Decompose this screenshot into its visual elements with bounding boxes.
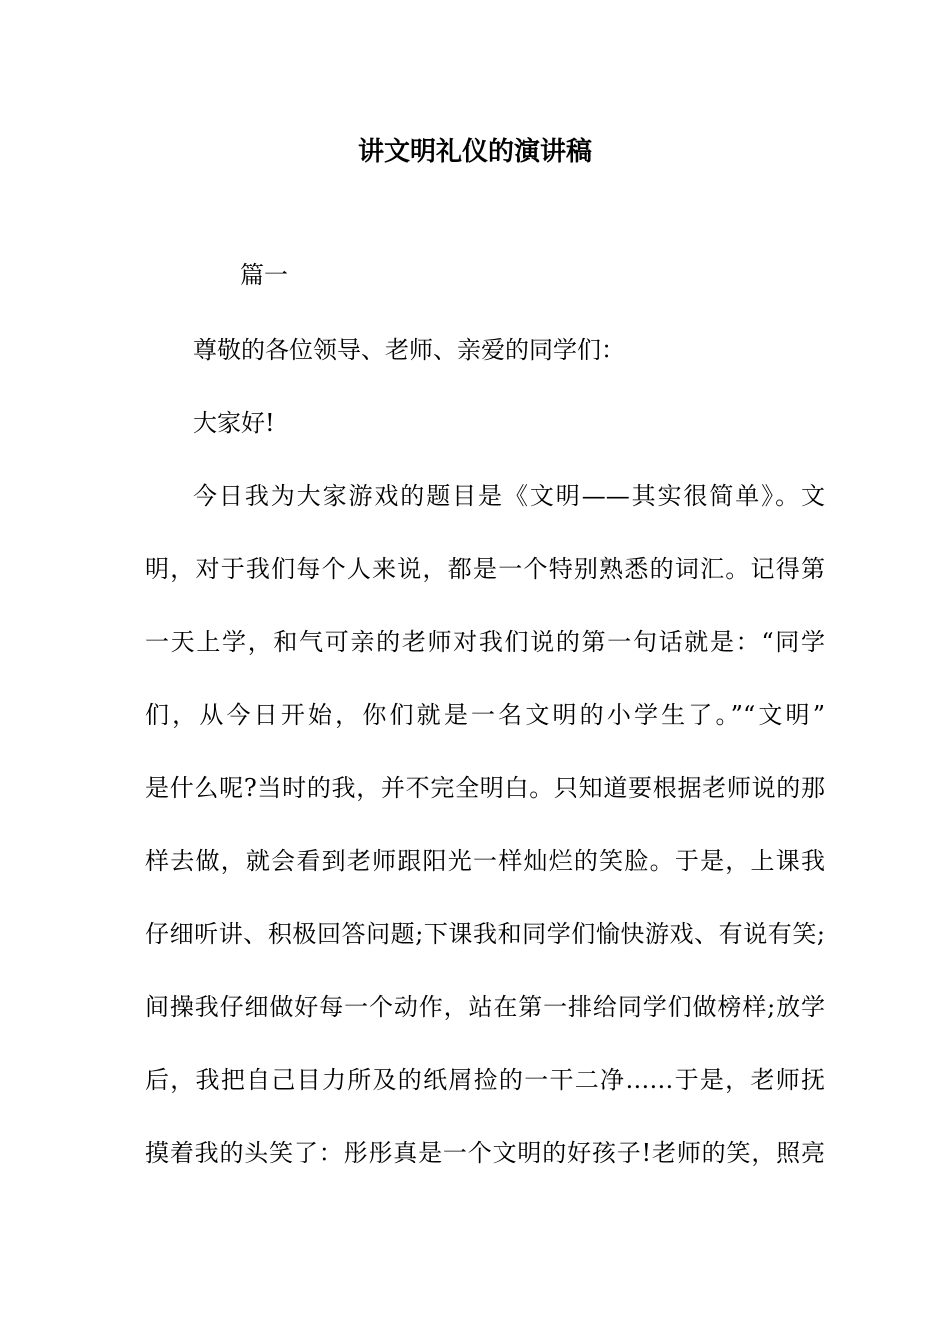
document-title: 讲文明礼仪的演讲稿 bbox=[357, 137, 592, 167]
body-line: 后，我把自己目力所及的纸屑捡的一干二净……于是，老师抚 bbox=[145, 1066, 825, 1094]
body-line: 们，从今日开始，你们就是一名文明的小学生了。”“文明” bbox=[145, 701, 825, 729]
section-label: 篇一 bbox=[240, 261, 288, 289]
body-line: 摸着我的头笑了：彤彤真是一个文明的好孩子!老师的笑，照亮 bbox=[145, 1139, 825, 1167]
salutation: 尊敬的各位领导、老师、亲爱的同学们： bbox=[193, 336, 625, 364]
body-line: 间操我仔细做好每一个动作，站在第一排给同学们做榜样;放学 bbox=[145, 993, 825, 1021]
body-line: 样去做，就会看到老师跟阳光一样灿烂的笑脸。于是，上课我 bbox=[145, 847, 825, 875]
body-line: 是什么呢?当时的我，并不完全明白。只知道要根据老师说的那 bbox=[145, 774, 825, 802]
body-line: 一天上学，和气可亲的老师对我们说的第一句话就是：“同学 bbox=[145, 628, 825, 656]
greeting: 大家好! bbox=[193, 409, 275, 437]
body-line: 明，对于我们每个人来说，都是一个特别熟悉的词汇。记得第 bbox=[145, 555, 825, 583]
body-line: 仔细听讲、积极回答问题;下课我和同学们愉快游戏、有说有笑; bbox=[145, 920, 825, 948]
body-line: 今日我为大家游戏的题目是《文明——其实很简单》。文 bbox=[193, 482, 825, 510]
